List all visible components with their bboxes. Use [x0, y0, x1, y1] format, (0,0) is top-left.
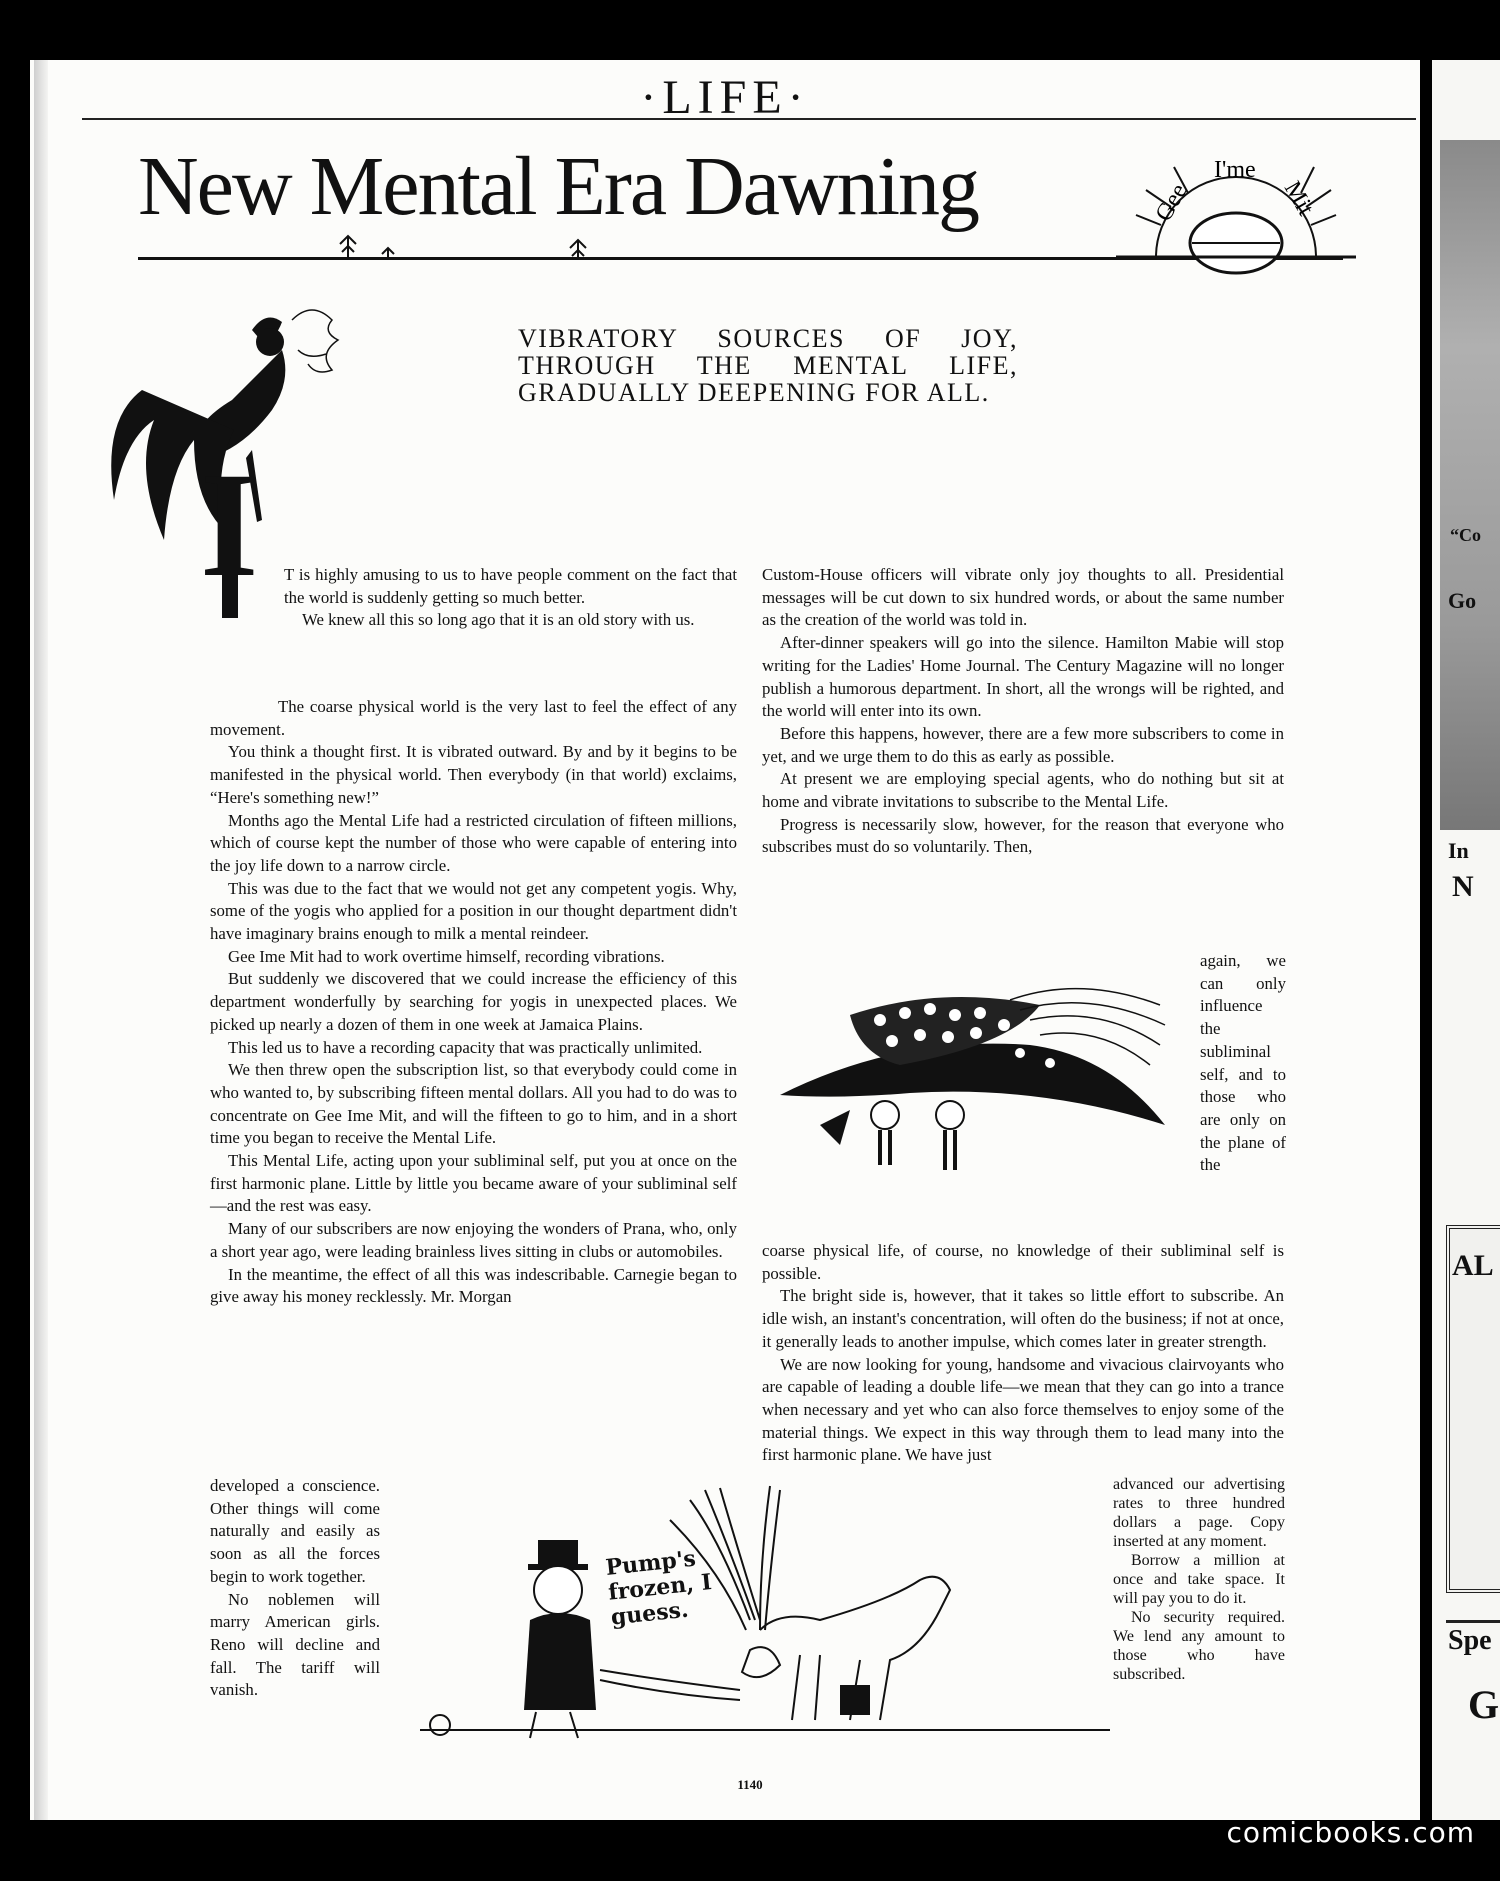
- logo-text-gee: Gee: [1150, 179, 1193, 226]
- paragraph: After-dinner speakers will go into the silence. Hamilton Mabie will stop writing for the Ladies' Home Journal. The Century Magazine will no longer publish a humorous department. In short, all the wrongs will be righted, and the world will enter into its own.: [762, 633, 1284, 721]
- paragraph: This Mental Life, acting upon your subliminal self, put you at once on the first harmonic plane. Little by little you became aware of your subliminal self—and the rest was easy.: [210, 1151, 737, 1216]
- paragraph: T is highly amusing to us to have people comment on the fact that the world is suddenly getting so much better.: [284, 565, 737, 607]
- paragraph: You think a thought first. It is vibrated outward. By and by it begins to be manifested in the physical world. Then everybody (in that world) exclaims, “Here's something new!”: [210, 742, 737, 807]
- paragraph: Borrow a million at once and take space. It will pay you to do it.: [1113, 1552, 1285, 1607]
- paragraph: In the meantime, the effect of all this was indescribable. Carnegie began to give away his money recklessly. Mr. Morgan: [210, 1264, 737, 1307]
- paragraph: advanced our advertising rates to three hundred dollars a page. Copy inserted at any moment.: [1113, 1476, 1285, 1550]
- paragraph: Gee Ime Mit had to work overtime himself, recording vibrations.: [228, 946, 665, 966]
- right-column-wrap-text: [1200, 950, 1286, 1177]
- paragraph: Many of our subscribers are now enjoying the wonders of Prana, who, only a short year ago, were leading brainless lives sitting in clubs or automobiles.: [210, 1219, 737, 1261]
- adjacent-fragment: In: [1448, 838, 1469, 863]
- adjacent-fragment: “Co: [1450, 525, 1481, 545]
- cartoon-caption: [604, 1540, 761, 1630]
- watermark: comicbooks.com: [1226, 1816, 1475, 1849]
- left-column: [210, 696, 737, 1309]
- logo-text-ime: I'me: [1214, 157, 1256, 183]
- paragraph: Custom-House officers will vibrate only joy thoughts to all. Presidential messages will be cut down to six hundred words, or about the same number as the creation of the world was told in.: [762, 565, 1284, 630]
- right-column: [762, 564, 1284, 859]
- logo-text-mit: Mit: [1278, 177, 1319, 221]
- paragraph: At present we are employing special agents, who do nothing but sit at home and vibrate invitations to subscribe to the Mental Life.: [762, 769, 1284, 812]
- paragraph: This was due to the fact that we would not get any competent yogis. Why, some of the yogis who applied for a position in our thought department didn't have imaginary brains enough to milk a mental reindeer.: [210, 878, 737, 944]
- masthead-rule: [82, 118, 1416, 120]
- paragraph: No noblemen will marry American girls. Reno will decline and fall. The tariff will vanish.: [210, 1589, 380, 1700]
- paragraph: No security required. We lend any amount to those who have subscribed.: [1113, 1609, 1285, 1683]
- headline: New Mental Era Dawning: [138, 140, 979, 233]
- adjacent-page: [1432, 60, 1500, 1820]
- adjacent-fragment: N: [1452, 870, 1474, 903]
- paragraph: Progress is necessarily slow, however, for the reason that everyone who subscribes must do so voluntarily. Then,: [762, 814, 1284, 857]
- reindeer-pump-cartoon: [420, 1480, 1110, 1745]
- paragraph: We are now looking for young, handsome and vivacious clairvoyants who are capable of leading a double life—we mean that they can go into a trance when necessary and yet who can also force themselves to enjoy some of the material things. We expect in this way through them to lead many into the first harmonic plane. We have just: [762, 1354, 1284, 1465]
- paragraph: coarse physical life, of course, no knowledge of their subliminal self is possible.: [762, 1241, 1284, 1283]
- right-bottom-column: [1113, 1475, 1285, 1684]
- left-bottom-column: [210, 1475, 380, 1702]
- paragraph: Before this happens, however, there are a few more subscribers to come in yet, and we urge them to do this as early as possible.: [762, 723, 1284, 766]
- adjacent-fragment: AL: [1452, 1249, 1494, 1282]
- paragraph: Months ago the Mental Life had a restricted circulation of fifteen millions, which of course kept the number of those who were capable of entering into the joy life down to a narrow circle.: [210, 810, 737, 875]
- adjacent-ad: [1446, 1225, 1500, 1593]
- sprout-decoration: [320, 222, 620, 262]
- paragraph: We knew all this so long ago that it is an old story with us.: [302, 610, 695, 630]
- paragraph: But suddenly we discovered that we could increase the efficiency of this department wonderfully by searching for yogis in unexpected places. We picked up nearly a dozen of them in one week at Jamaica Plains.: [210, 969, 737, 1034]
- paragraph: developed a conscience. Other things will come naturally and easily as soon as all the forces begin to work together.: [210, 1476, 380, 1586]
- paragraph: The coarse physical world is the very last to feel the effect of any movement.: [210, 697, 737, 739]
- adjacent-page-photo: [1440, 140, 1500, 863]
- big-hat-cartoon: [780, 975, 1180, 1175]
- caption-text: Pump's frozen, I guess.: [604, 1545, 713, 1631]
- paragraph: This led us to have a recording capacity that was practically unlimited.: [228, 1037, 703, 1057]
- left-column-top: [284, 564, 737, 632]
- paragraph: We then threw open the subscription list, so that everybody could come in who wanted to, by subscribing fifteen mental dollars. All you had to do was to concentrate on Gee Ime Mit, and will the fifteen to go to him, and in a short time you began to receive the Mental Life.: [210, 1060, 737, 1148]
- paragraph: The bright side is, however, that it takes so little effort to subscribe. An idle wish, an instant's concentration, will often do the business; if not at once, it generally leads to another impulse, which comes later in greater strength.: [762, 1286, 1284, 1351]
- masthead: ·LIFE·: [640, 71, 810, 124]
- adjacent-fragment: G: [1468, 1682, 1500, 1727]
- subheadline: VIBRATORY SOURCES OF JOY, THROUGH THE MENTAL LIFE, GRADUALLY DEEPENING FOR ALL.: [518, 324, 1018, 407]
- right-column-continued: [762, 1240, 1284, 1467]
- adjacent-fragment: Go: [1448, 588, 1477, 613]
- rising-sun-logo: [1116, 145, 1356, 275]
- paragraph: again, we can only influence the subliminal self, and to those who are only on the plane of the: [1200, 951, 1286, 1175]
- drop-cap: I: [200, 442, 259, 608]
- adjacent-fragment: Spe: [1448, 1625, 1492, 1656]
- page-number: 1140: [737, 1777, 763, 1792]
